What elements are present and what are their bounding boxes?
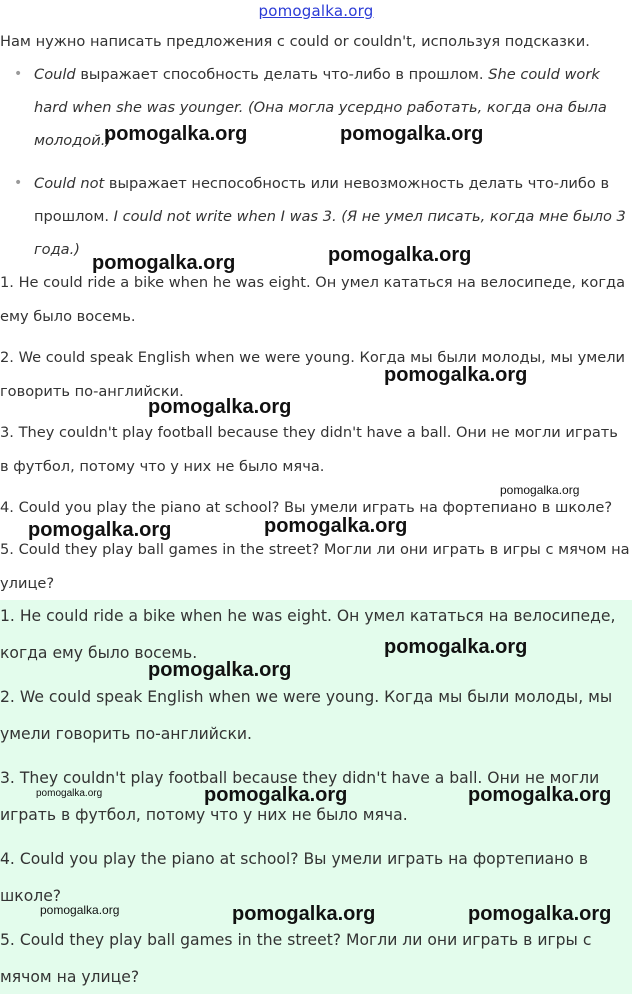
watermark: pomogalka.org (40, 903, 120, 917)
answer-2: 2. We could speak English when we were young. Когда мы были молоды, мы умели говорить по-английски. (0, 688, 613, 743)
watermark: pomogalka.org (328, 244, 472, 266)
watermark: pomogalka.org (232, 903, 376, 925)
bullet-example: I could not write when I was 3. (Я не умел писать, когда мне было 3 года.) (34, 208, 626, 258)
watermark: pomogalka.org (468, 784, 612, 806)
bullet-dot-icon: • (14, 175, 23, 191)
watermark: pomogalka.org (340, 123, 484, 145)
bullet-description: выражает неспособность или невозможность делать что-либо в прошлом. (34, 175, 610, 225)
watermark: pomogalka.org (92, 252, 236, 274)
watermark: pomogalka.org (204, 784, 348, 806)
sentence-2: 2. We could speak English when we were young. Когда мы были молоды, мы умели говорить по-английски. (0, 349, 626, 400)
bullet-term: Could not (34, 175, 105, 192)
sentence-4: 4. Could you play the piano at school? Вы умели играть на фортепиано в школе? (0, 499, 613, 516)
answer-5: 5. Could they play ball games in the street? Могли ли они играть в игры с мячом на улице? (0, 931, 592, 986)
bullet-dot-icon: • (14, 66, 23, 82)
answer-4: 4. Could you play the piano at school? Вы умели играть на фортепиано в школе? (0, 850, 589, 905)
watermark: pomogalka.org (148, 396, 292, 418)
bullet-term: Could (34, 66, 76, 83)
sentence-1: 1. He could ride a bike when he was eight. Он умел кататься на велосипеде, когда ему было восемь. (0, 274, 626, 325)
watermark: pomogalka.org (384, 364, 528, 386)
sentence-3: 3. They couldn't play football because they didn't have a ball. Они не могли играть в футбол, потому что у них не было мяча. (0, 424, 618, 475)
answer-1: 1. He could ride a bike when he was eight. Он умел кататься на велосипеде, когда ему было восемь. (0, 607, 616, 662)
watermark: pomogalka.org (264, 515, 408, 537)
watermark: pomogalka.org (148, 659, 292, 681)
header-watermark-link[interactable]: pomogalka.org (258, 2, 374, 20)
watermark: pomogalka.org (384, 636, 528, 658)
watermark: pomogalka.org (500, 483, 580, 497)
bullet-example: She could work hard when she was younger. (Она могла усердно работать, когда она была молодой.) (34, 66, 607, 149)
answer-3: 3. They couldn't play football because they didn't have a ball. Они не могли играть в футбол, потому что у них не было мяча. (0, 769, 600, 824)
watermark: pomogalka.org (28, 519, 172, 541)
watermark: pomogalka.org (36, 788, 103, 799)
sentence-5: 5. Could they play ball games in the street? Могли ли они играть в игры с мячом на улице? (0, 541, 630, 592)
watermark: pomogalka.org (468, 903, 612, 925)
bullet-description: выражает способность делать что-либо в прошлом. (75, 66, 489, 83)
intro-text: Нам нужно написать предложения с could or couldn't, используя подсказки. (0, 33, 590, 50)
watermark: pomogalka.org (104, 123, 248, 145)
